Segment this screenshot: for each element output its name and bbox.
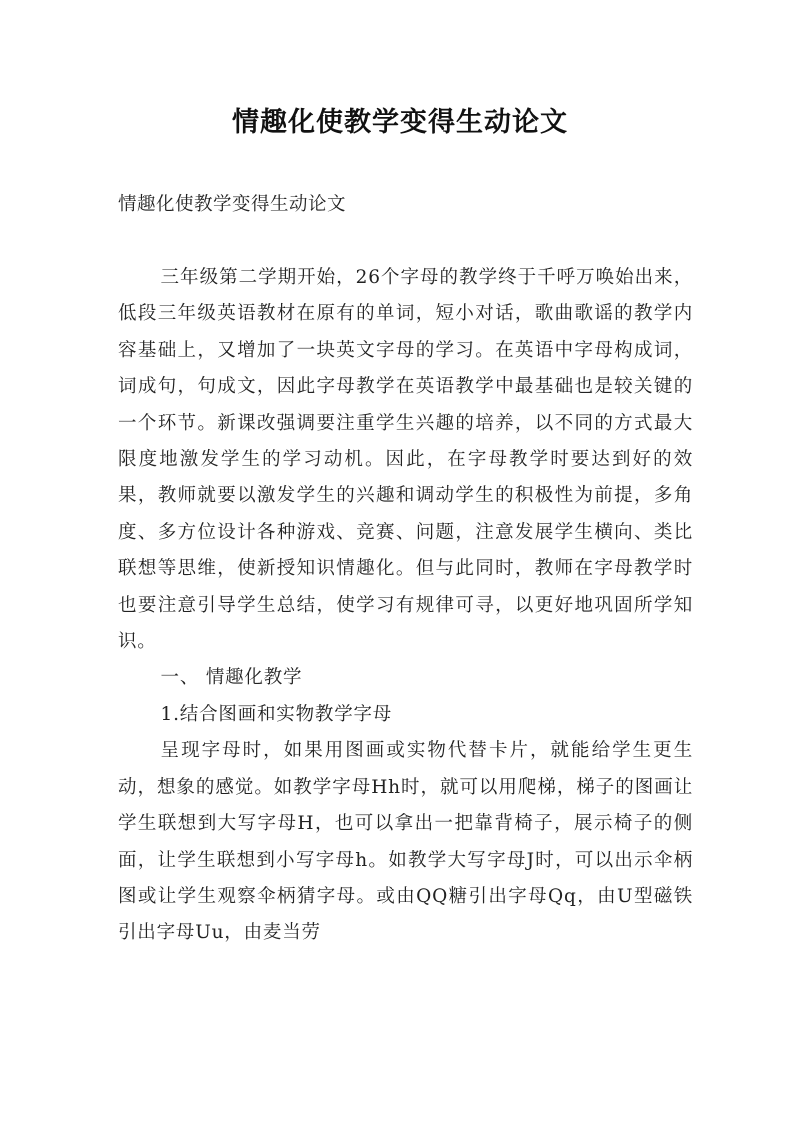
- paragraph-intro: 三年级第二学期开始，26个字母的教学终于千呼万唤始出来，低段三年级英语教材在原有的单词，短小对话，歌曲歌谣的教学内容基础上，又增加了一块英文字母的学习。在英语中字母构成词，词成句，句成文，因此字母教学在英语教学中最基础也是较关键的一个环节。新课改强调要注重学生兴趣的培养，以不同的方式最大限度地激发学生的学习动机。因此，在字母教学时要达到好的效果，教师就要以激发学生的兴趣和调动学生的积极性为前提，多角度、多方位设计各种游戏、竞赛、问题，注意发展学生横向、类比联想等思维，使新授知识情趣化。但与此同时，教师在字母教学时也要注意引导学生总结，使学习有规律可寻，以更好地巩固所学知识。: [118, 267, 693, 653]
- document-title: 情趣化使教学变得生动论文: [232, 107, 568, 138]
- paragraph-body: 呈现字母时，如果用图画或实物代替卡片，就能给学生更生动，想象的感觉。如教学字母Hh时，就可以用爬梯，梯子的图画让学生联想到大写字母H，也可以拿出一把靠背椅子，展示椅子的侧面，让学生联想到小写字母h。如教学大写字母J时，可以出示伞柄图或让学生观察伞柄猜字母。或由QQ糖引出字母Qq，由U型磁铁引出字母Uu，由麦当劳: [118, 740, 693, 944]
- section-heading: 一、 情趣化教学: [160, 667, 303, 689]
- document-body: [118, 260, 693, 952]
- subsection-heading: 1.结合图画和实物教学字母: [160, 703, 393, 725]
- document-subtitle: 情趣化使教学变得生动论文: [118, 194, 347, 215]
